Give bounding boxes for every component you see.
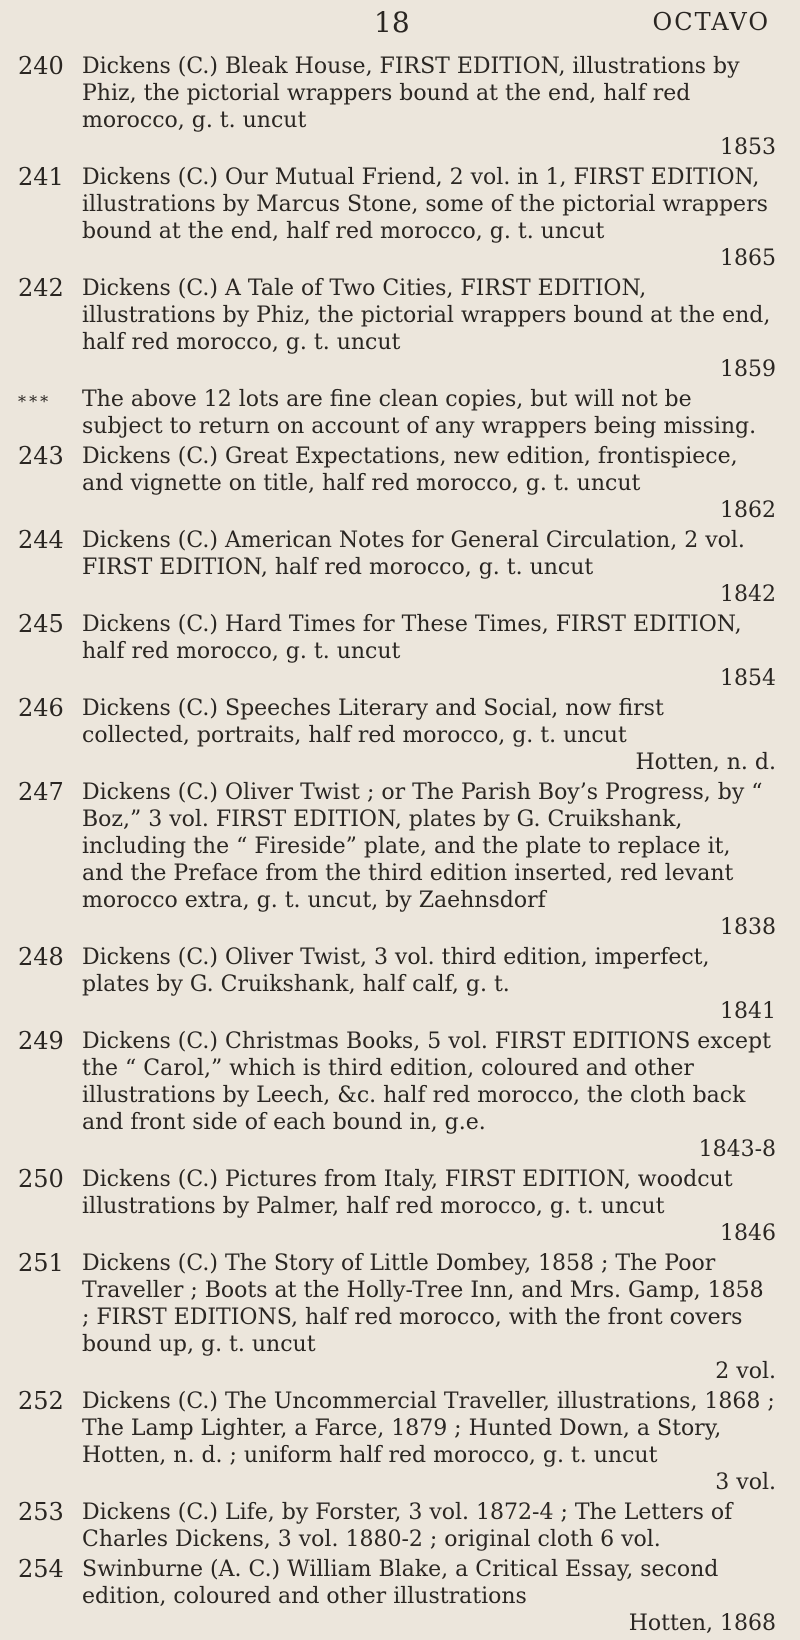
lot-description: Dickens (C.) Bleak House, FIRST EDITION, illustrations by Phiz, the pictorial wrappers bound at the end, half red morocco, g. t. uncut (82, 54, 740, 133)
lot-date: 1841 (720, 999, 776, 1024)
lot-description: Swinburne (A. C.) William Blake, a Critical Essay, second edition, coloured and other illustrations (82, 1557, 719, 1609)
lot-description: Dickens (C.) Oliver Twist, 3 vol. third edition, imperfect, plates by G. Cruikshank, half calf, g. t. (82, 945, 710, 997)
lot-number: 248 (18, 943, 64, 971)
lot-description: Dickens (C.) Great Expectations, new edition, frontispiece, and vignette on title, half red morocco, g. t. uncut (82, 444, 738, 496)
lot-date: 1846 (720, 1221, 776, 1246)
lot-description: Dickens (C.) Speeches Literary and Social, now first collected, portraits, half red morocco, g. t. uncut (82, 696, 664, 748)
lot-entry (0, 944, 800, 1025)
lot-description: Dickens (C.) American Notes for General Circulation, 2 vol. FIRST EDITION, half red morocco, g. t. uncut (82, 528, 745, 580)
lot-date: 3 vol. (715, 1470, 776, 1495)
lot-date: 1859 (720, 357, 776, 382)
lot-entry (0, 527, 800, 608)
note-asterisks: * * * (18, 392, 48, 411)
lot-number: 252 (18, 1387, 64, 1415)
lot-entry (0, 1556, 800, 1637)
page-header (0, 6, 800, 46)
lot-entry (0, 275, 800, 383)
lot-number: 243 (18, 442, 64, 470)
lot-description: Dickens (C.) Pictures from Italy, FIRST EDITION, woodcut illustrations by Palmer, half red morocco, g. t. uncut (82, 1167, 733, 1219)
lot-entry (0, 53, 800, 161)
lot-number: 247 (18, 778, 64, 806)
lot-date: 1838 (720, 915, 776, 940)
lot-entry (0, 164, 800, 272)
lot-description: Dickens (C.) The Story of Little Dombey, 1858 ; The Poor Traveller ; Boots at the Holly-Tree Inn, and Mrs. Gamp, 1858 ; FIRST EDITIONS, half red morocco, with the front covers bound up, g. t. uncut (82, 1251, 764, 1357)
lot-number: 246 (18, 694, 64, 722)
lot-date: 1865 (720, 246, 776, 271)
section-title: OCTAVO (652, 8, 770, 36)
lot-entry (0, 1028, 800, 1163)
lot-date: Hotten, n. d. (635, 750, 776, 775)
lot-entry (0, 1499, 800, 1553)
lot-entry (0, 695, 800, 776)
lot-date: Hotten, 1868 (628, 1611, 776, 1636)
lot-number: 244 (18, 526, 64, 554)
lot-entry (0, 1250, 800, 1385)
lot-number: 245 (18, 610, 64, 638)
lot-entry (0, 1388, 800, 1496)
lot-entry (0, 611, 800, 692)
lot-number: 249 (18, 1027, 64, 1055)
lot-number: 240 (18, 52, 64, 80)
lot-date: 1842 (720, 582, 776, 607)
lot-date: 2 vol. (715, 1359, 776, 1384)
lot-description: Dickens (C.) Life, by Forster, 3 vol. 1872-4 ; The Letters of Charles Dickens, 3 vol. 1880-2 ; original cloth 6 vol. (82, 1500, 733, 1552)
lot-number: 253 (18, 1498, 64, 1526)
lot-number: 242 (18, 274, 64, 302)
lot-description: Dickens (C.) A Tale of Two Cities, FIRST EDITION, illustrations by Phiz, the pictorial wrappers bound at the end, half red morocco, g. t. uncut (82, 276, 771, 355)
catalogue-note (0, 386, 800, 440)
page-number: 18 (374, 6, 410, 39)
lot-date: 1854 (720, 666, 776, 691)
lot-entry (0, 1166, 800, 1247)
lot-number: 241 (18, 163, 64, 191)
lot-number: 254 (18, 1555, 64, 1583)
lot-number: 250 (18, 1165, 64, 1193)
note-text: The above 12 lots are fine clean copies, but will not be subject to return on account of any wrappers being missing. (82, 387, 757, 439)
lot-date: 1862 (720, 498, 776, 523)
lot-description: Dickens (C.) Our Mutual Friend, 2 vol. in 1, FIRST EDITION, illustrations by Marcus Stone, some of the pictorial wrappers bound at the end, half red morocco, g. t. uncut (82, 165, 768, 244)
lot-date: 1843-8 (698, 1137, 776, 1162)
lot-description: Dickens (C.) Oliver Twist ; or The Parish Boy’s Progress, by “ Boz,” 3 vol. FIRST EDITION, plates by G. Cruikshank, including the “ Fireside” plate, and the plate to replace it, and the Preface from the third edition inserted, red levant morocco extra, g. t. uncut, by Zaehnsdorf (82, 780, 763, 913)
lot-number: 251 (18, 1249, 64, 1277)
lot-entry (0, 779, 800, 941)
lot-description: Dickens (C.) The Uncommercial Traveller, illustrations, 1868 ; The Lamp Lighter, a Farce, 1879 ; Hunted Down, a Story, Hotten, n. d. ; uniform half red morocco, g. t. uncut (82, 1389, 775, 1468)
lot-entry (0, 443, 800, 524)
lot-description: Dickens (C.) Hard Times for These Times, FIRST EDITION, half red morocco, g. t. uncut (82, 612, 742, 664)
lot-list (0, 53, 800, 1640)
lot-date: 1853 (720, 135, 776, 160)
lot-description: Dickens (C.) Christmas Books, 5 vol. FIRST EDITIONS except the “ Carol,” which is third edition, coloured and other illustrations by Leech, &c. half red morocco, the cloth back and front side of each bound in, g.e. (82, 1029, 771, 1135)
